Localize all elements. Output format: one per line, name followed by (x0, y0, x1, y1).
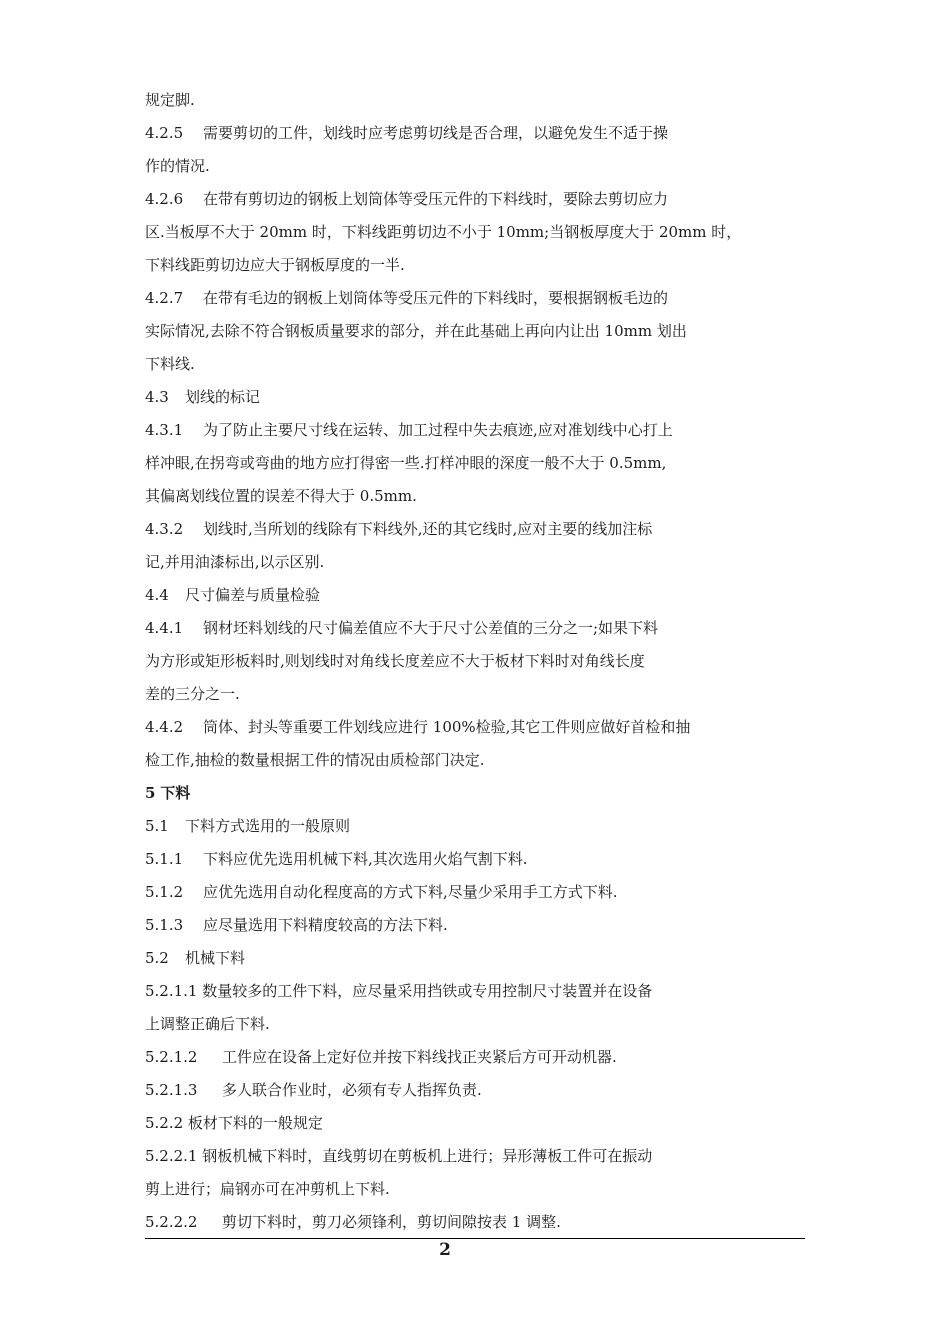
clause-text: 在带有剪切边的钢板上划筒体等受压元件的下料线时，要除去剪切应力 (203, 190, 669, 208)
clause-text: 应优先选用自动化程度高的方式下料,尽量少采用手工方式下料. (203, 883, 618, 901)
clause-number: 5.1 (145, 817, 169, 835)
clause-text: 其偏离划线位置的误差不得大于 0.5mm. (145, 487, 417, 505)
clause-number: 4.4.1 (145, 619, 184, 637)
text-line (145, 216, 805, 249)
text-line (145, 348, 805, 381)
clause-text: 钢材坯料划线的尺寸偏差值应不大于尺寸公差值的三分之一;如果下料 (203, 619, 659, 637)
clause-number: 5.2.1.2 (145, 1048, 198, 1066)
clause-number: 5.2.1.3 (145, 1081, 198, 1099)
text-line (145, 249, 805, 282)
body-text (145, 84, 805, 1239)
page-number: 2 (439, 1240, 451, 1260)
text-line (145, 414, 805, 447)
text-line (145, 1041, 805, 1074)
clause-number: 4.3 (145, 388, 169, 406)
clause-number: 4.4 (145, 586, 169, 604)
text-line (145, 480, 805, 513)
clause-number: 5.2.2.2 (145, 1213, 198, 1231)
clause-text: 划线的标记 (185, 388, 261, 406)
clause-number: 4.2.7 (145, 289, 184, 307)
clause-text: 下料线距剪切边应大于钢板厚度的一半. (145, 256, 405, 274)
text-line (145, 282, 805, 315)
text-line (145, 1074, 805, 1107)
text-line (145, 381, 805, 414)
clause-text: 5.2.2.1 钢板机械下料时，直线剪切在剪板机上进行；异形薄板工件可在振动 (145, 1147, 653, 1165)
clause-number: 5 (145, 784, 156, 802)
clause-text: 下料线. (145, 355, 195, 373)
text-line (145, 513, 805, 546)
clause-text: 作的情况. (145, 157, 210, 175)
text-line (145, 975, 805, 1008)
text-line (145, 315, 805, 348)
clause-number: 5.1.3 (145, 916, 184, 934)
clause-text: 为了防止主要尺寸线在运转、加工过程中失去痕迹,应对准划线中心打上 (203, 421, 673, 439)
clause-text: 实际情况,去除不符合钢板质量要求的部分，并在此基础上再向内让出 10mm 划出 (145, 322, 687, 340)
footer-rule (145, 1238, 805, 1239)
text-line (145, 117, 805, 150)
clause-text: 需要剪切的工件，划线时应考虑剪切线是否合理，以避免发生不适于操 (203, 124, 669, 142)
clause-number: 5.2 (145, 949, 169, 967)
clause-number: 5.1.2 (145, 883, 184, 901)
clause-text: 差的三分之一. (145, 685, 240, 703)
text-line (145, 1008, 805, 1041)
text-line (145, 447, 805, 480)
text-line (145, 1140, 805, 1173)
clause-number: 4.4.2 (145, 718, 184, 736)
text-line (145, 810, 805, 843)
text-line (145, 645, 805, 678)
clause-text: 尺寸偏差与质量检验 (185, 586, 321, 604)
text-line (145, 942, 805, 975)
clause-text: 区.当板厚不大于 20mm 时，下料线距剪切边不小于 10mm;当钢板厚度大于 20mm 时， (145, 223, 742, 241)
text-line (145, 546, 805, 579)
text-line (145, 843, 805, 876)
clause-text: 应尽量选用下料精度较高的方法下料. (203, 916, 448, 934)
text-line (145, 1206, 805, 1239)
text-line (145, 612, 805, 645)
clause-text: 5.2.1.1 数量较多的工件下料，应尽量采用挡铁或专用控制尺寸装置并在设备 (145, 982, 653, 1000)
text-line (145, 777, 805, 810)
clause-number: 4.3.2 (145, 520, 184, 538)
clause-text: 工件应在设备上定好位并按下料线找正夹紧后方可开动机器. (222, 1048, 617, 1066)
clause-text: 划线时,当所划的线除有下料线外,还的其它线时,应对主要的线加注标 (203, 520, 653, 538)
clause-text: 规定脚. (145, 91, 195, 109)
text-line (145, 1107, 805, 1140)
text-line (145, 579, 805, 612)
text-line (145, 909, 805, 942)
clause-number: 5.1.1 (145, 850, 184, 868)
clause-text: 下料应优先选用机械下料,其次选用火焰气割下料. (203, 850, 528, 868)
clause-text: 检工作,抽检的数量根据工件的情况由质检部门决定. (145, 751, 485, 769)
clause-text: 下料方式选用的一般原则 (185, 817, 351, 835)
text-line (145, 1173, 805, 1206)
clause-text: 样冲眼,在拐弯或弯曲的地方应打得密一些.打样冲眼的深度一般不大于 0.5mm, (145, 454, 667, 472)
clause-text: 5.2.2 板材下料的一般规定 (145, 1114, 323, 1132)
text-line (145, 678, 805, 711)
clause-text: 下料 (160, 784, 191, 802)
clause-text: 剪切下料时，剪刀必须锋利，剪切间隙按表 1 调整. (222, 1213, 561, 1231)
clause-text: 在带有毛边的钢板上划筒体等受压元件的下料线时，要根据钢板毛边的 (203, 289, 669, 307)
text-line (145, 150, 805, 183)
clause-number: 4.2.6 (145, 190, 184, 208)
clause-text: 上调整正确后下料. (145, 1015, 270, 1033)
text-line (145, 183, 805, 216)
clause-text: 记,并用油漆标出,以示区别. (145, 553, 325, 571)
text-line (145, 876, 805, 909)
clause-number: 4.3.1 (145, 421, 184, 439)
clause-text: 剪上进行；扁钢亦可在冲剪机上下料. (145, 1180, 390, 1198)
clause-number: 4.2.5 (145, 124, 184, 142)
text-line (145, 711, 805, 744)
clause-text: 为方形或矩形板料时,则划线时对角线长度差应不大于板材下料时对角线长度 (145, 652, 645, 670)
clause-text: 多人联合作业时，必须有专人指挥负责. (222, 1081, 482, 1099)
clause-text: 筒体、封头等重要工件划线应进行 100%检验,其它工件则应做好首检和抽 (203, 718, 691, 736)
clause-text: 机械下料 (185, 949, 246, 967)
text-line (145, 744, 805, 777)
text-line (145, 84, 805, 117)
